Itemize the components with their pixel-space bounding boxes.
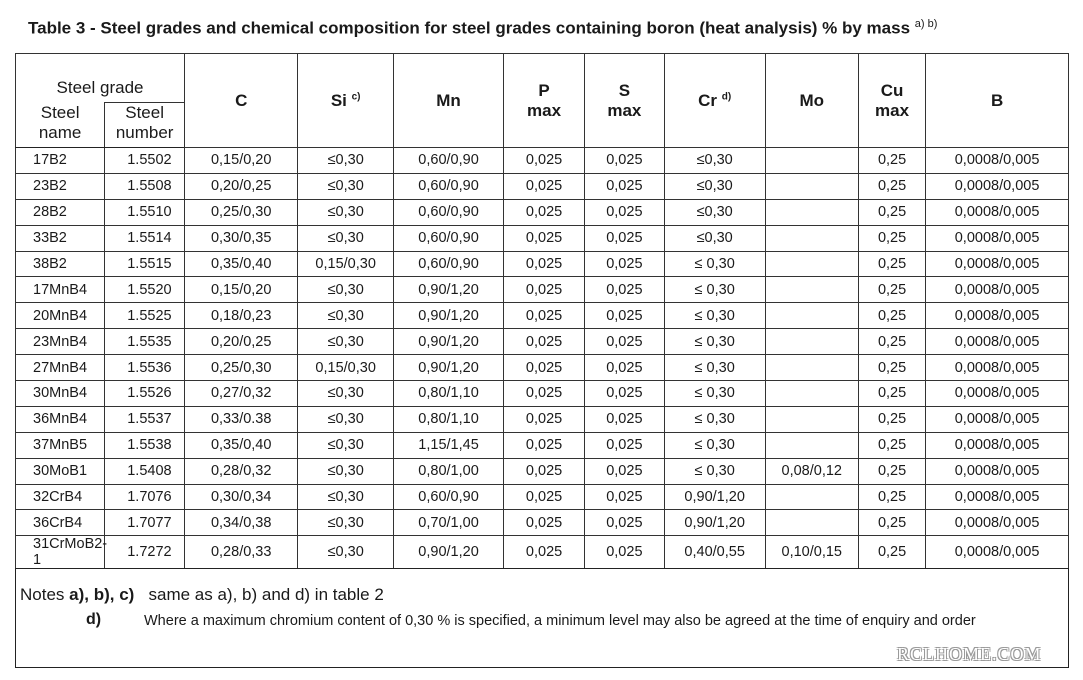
cell-cr: ≤0,30: [664, 199, 765, 225]
cell-si: ≤0,30: [298, 381, 394, 407]
cell-cu: 0,25: [858, 277, 925, 303]
table-row: [16, 199, 1069, 225]
cell-b: 0,0008/0,005: [926, 355, 1069, 381]
header-si: Si $^{c)}$: [298, 54, 394, 148]
cell-mo: 0,10/0,15: [765, 536, 858, 569]
cell-si: ≤0,30: [298, 510, 394, 536]
cell-cr: 0,40/0,55: [664, 536, 765, 569]
cell-steel-number: 1.7077: [105, 510, 185, 536]
cell-steel-number: 1.5408: [105, 458, 185, 484]
cell-c: 0,20/0,25: [185, 173, 298, 199]
cell-si: ≤0,30: [298, 173, 394, 199]
cell-p: 0,025: [504, 225, 585, 251]
cell-cr: 0,90/1,20: [664, 484, 765, 510]
cell-c: 0,18/0,23: [185, 303, 298, 329]
header-steel-grade: Steel grade: [16, 54, 185, 103]
note-d-text: Where a maximum chromium content of 0,30 % is specified, a minimum level may also be agreed at the time of enquiry and order: [144, 613, 976, 629]
cell-cu: 0,25: [858, 484, 925, 510]
header-steel-name: Steel name: [16, 103, 105, 148]
cell-steel-name: 17B2: [16, 148, 105, 174]
table-title: [28, 18, 1078, 39]
cell-mn: 0,70/1,00: [393, 510, 503, 536]
header-p: P max: [504, 54, 585, 148]
header-cu: Cu max: [858, 54, 925, 148]
cell-mo: [765, 329, 858, 355]
cell-s: 0,025: [584, 406, 664, 432]
cell-si: ≤0,30: [298, 225, 394, 251]
cell-mo: [765, 199, 858, 225]
cell-cu: 0,25: [858, 510, 925, 536]
table-row: [16, 303, 1069, 329]
cell-b: 0,0008/0,005: [926, 199, 1069, 225]
cell-s: 0,025: [584, 536, 664, 569]
cell-c: 0,35/0,40: [185, 251, 298, 277]
table-row: [16, 406, 1069, 432]
header-cr: Cr $^{d)}$: [664, 54, 765, 148]
cell-steel-number: 1.5526: [105, 381, 185, 407]
cell-cr: ≤ 0,30: [664, 432, 765, 458]
table-row: [16, 536, 1069, 569]
cell-steel-name: 28B2: [16, 199, 105, 225]
cell-b: 0,0008/0,005: [926, 484, 1069, 510]
cell-c: 0,20/0,25: [185, 329, 298, 355]
table-row: [16, 225, 1069, 251]
cell-mn: 0,90/1,20: [393, 277, 503, 303]
cell-steel-name: 33B2: [16, 225, 105, 251]
cell-steel-name: 37MnB5: [16, 432, 105, 458]
cell-c: 0,15/0,20: [185, 148, 298, 174]
cell-mn: 0,90/1,20: [393, 355, 503, 381]
cell-steel-number: 1.5515: [105, 251, 185, 277]
cell-steel-name: 27MnB4: [16, 355, 105, 381]
cell-c: 0,34/0,38: [185, 510, 298, 536]
cell-cr: ≤ 0,30: [664, 251, 765, 277]
cell-si: ≤0,30: [298, 484, 394, 510]
cell-steel-name: 36MnB4: [16, 406, 105, 432]
cell-mn: 0,80/1,10: [393, 381, 503, 407]
cell-cr: ≤ 0,30: [664, 329, 765, 355]
cell-si: ≤0,30: [298, 536, 394, 569]
cell-s: 0,025: [584, 199, 664, 225]
cell-steel-number: 1.7076: [105, 484, 185, 510]
cell-s: 0,025: [584, 329, 664, 355]
cell-p: 0,025: [504, 484, 585, 510]
notes-abc-labels: a), b), c): [69, 585, 135, 604]
cell-steel-name: 31CrMoB2-1: [16, 536, 105, 569]
table-row: [16, 277, 1069, 303]
cell-mo: [765, 484, 858, 510]
notes-section: [20, 585, 1070, 631]
composition-table: [15, 53, 1069, 569]
cell-cr: ≤0,30: [664, 148, 765, 174]
cell-si: 0,15/0,30: [298, 355, 394, 381]
cell-s: 0,025: [584, 251, 664, 277]
cell-c: 0,27/0,32: [185, 381, 298, 407]
cell-mo: [765, 277, 858, 303]
cell-mo: [765, 251, 858, 277]
cell-steel-name: 17MnB4: [16, 277, 105, 303]
cell-b: 0,0008/0,005: [926, 510, 1069, 536]
cell-s: 0,025: [584, 432, 664, 458]
notes-abc-text: same as a), b) and d) in table 2: [148, 585, 384, 604]
cell-cr: ≤ 0,30: [664, 277, 765, 303]
note-d-label: d): [86, 611, 102, 628]
cell-cr: ≤ 0,30: [664, 458, 765, 484]
header-mn: Mn: [393, 54, 503, 148]
cell-steel-number: 1.5520: [105, 277, 185, 303]
cell-si: ≤0,30: [298, 329, 394, 355]
cell-steel-name: 30MnB4: [16, 381, 105, 407]
cell-p: 0,025: [504, 303, 585, 329]
cell-p: 0,025: [504, 432, 585, 458]
cell-mn: 0,60/0,90: [393, 225, 503, 251]
cell-mn: 0,90/1,20: [393, 303, 503, 329]
cell-steel-name: 20MnB4: [16, 303, 105, 329]
cell-si: ≤0,30: [298, 199, 394, 225]
notes-prefix: Notes: [20, 585, 65, 604]
cell-s: 0,025: [584, 381, 664, 407]
cell-c: 0,15/0,20: [185, 277, 298, 303]
cell-mn: 0,80/1,10: [393, 406, 503, 432]
cell-cr: ≤ 0,30: [664, 381, 765, 407]
cell-steel-number: 1.5536: [105, 355, 185, 381]
cell-si: 0,15/0,30: [298, 251, 394, 277]
cell-steel-number: 1.5537: [105, 406, 185, 432]
table-row: [16, 510, 1069, 536]
cell-mo: [765, 225, 858, 251]
cell-si: ≤0,30: [298, 458, 394, 484]
cell-cu: 0,25: [858, 199, 925, 225]
cell-cu: 0,25: [858, 458, 925, 484]
table-row: [16, 173, 1069, 199]
cell-b: 0,0008/0,005: [926, 303, 1069, 329]
cell-c: 0,35/0,40: [185, 432, 298, 458]
cell-b: 0,0008/0,005: [926, 381, 1069, 407]
cell-si: ≤0,30: [298, 303, 394, 329]
cell-b: 0,0008/0,005: [926, 406, 1069, 432]
cell-si: ≤0,30: [298, 277, 394, 303]
cell-s: 0,025: [584, 510, 664, 536]
table-body: [16, 148, 1069, 569]
header-c: C: [185, 54, 298, 148]
table-row: [16, 432, 1069, 458]
table-row: [16, 148, 1069, 174]
cell-p: 0,025: [504, 329, 585, 355]
cell-cr: ≤0,30: [664, 225, 765, 251]
cell-s: 0,025: [584, 355, 664, 381]
cell-mn: 0,90/1,20: [393, 329, 503, 355]
cell-cu: 0,25: [858, 225, 925, 251]
table-row: [16, 251, 1069, 277]
cell-s: 0,025: [584, 303, 664, 329]
cell-steel-name: 32CrB4: [16, 484, 105, 510]
cell-steel-number: 1.5538: [105, 432, 185, 458]
cell-b: 0,0008/0,005: [926, 173, 1069, 199]
header-mo: Mo: [765, 54, 858, 148]
cell-cu: 0,25: [858, 148, 925, 174]
cell-mn: 0,60/0,90: [393, 148, 503, 174]
header-b: B: [926, 54, 1069, 148]
cell-p: 0,025: [504, 355, 585, 381]
cell-p: 0,025: [504, 173, 585, 199]
cell-steel-number: 1.5514: [105, 225, 185, 251]
cell-mo: [765, 381, 858, 407]
cell-s: 0,025: [584, 225, 664, 251]
cell-c: 0,28/0,32: [185, 458, 298, 484]
cell-cu: 0,25: [858, 432, 925, 458]
cell-mo: [765, 432, 858, 458]
cell-c: 0,33/0.38: [185, 406, 298, 432]
cell-mn: 0,80/1,00: [393, 458, 503, 484]
cell-b: 0,0008/0,005: [926, 225, 1069, 251]
cell-c: 0,30/0,35: [185, 225, 298, 251]
cell-si: ≤0,30: [298, 148, 394, 174]
cell-p: 0,025: [504, 148, 585, 174]
cell-steel-number: 1.5502: [105, 148, 185, 174]
table-row: [16, 484, 1069, 510]
cell-b: 0,0008/0,005: [926, 277, 1069, 303]
cell-cu: 0,25: [858, 406, 925, 432]
cell-steel-name: 38B2: [16, 251, 105, 277]
cell-b: 0,0008/0,005: [926, 432, 1069, 458]
cell-c: 0,28/0,33: [185, 536, 298, 569]
cell-s: 0,025: [584, 277, 664, 303]
cell-steel-number: 1.5510: [105, 199, 185, 225]
cell-cu: 0,25: [858, 303, 925, 329]
cell-s: 0,025: [584, 458, 664, 484]
cell-mn: 0,60/0,90: [393, 251, 503, 277]
cell-steel-name: 23B2: [16, 173, 105, 199]
cell-steel-number: 1.5535: [105, 329, 185, 355]
cell-cu: 0,25: [858, 251, 925, 277]
cell-b: 0,0008/0,005: [926, 329, 1069, 355]
cell-mn: 0,60/0,90: [393, 199, 503, 225]
table-row: [16, 329, 1069, 355]
cell-p: 0,025: [504, 199, 585, 225]
cell-s: 0,025: [584, 148, 664, 174]
cell-p: 0,025: [504, 406, 585, 432]
table-row: [16, 355, 1069, 381]
table-row: [16, 458, 1069, 484]
cell-mo: [765, 303, 858, 329]
cell-s: 0,025: [584, 484, 664, 510]
cell-mo: [765, 148, 858, 174]
cell-mn: 1,15/1,45: [393, 432, 503, 458]
cell-mo: [765, 173, 858, 199]
cell-cr: 0,90/1,20: [664, 510, 765, 536]
cell-mo: [765, 510, 858, 536]
cell-p: 0,025: [504, 381, 585, 407]
cell-p: 0,025: [504, 251, 585, 277]
cell-p: 0,025: [504, 277, 585, 303]
cell-cu: 0,25: [858, 173, 925, 199]
cell-si: ≤0,30: [298, 432, 394, 458]
table-title-text: Table 3 - Steel grades and chemical composition for steel grades containing boron (heat analysis) % by mass: [28, 18, 911, 38]
cell-cu: 0,25: [858, 329, 925, 355]
cell-s: 0,025: [584, 173, 664, 199]
table-title-footnote-refs: a) b): [914, 18, 938, 30]
cell-cr: ≤ 0,30: [664, 303, 765, 329]
cell-cr: ≤0,30: [664, 173, 765, 199]
cell-steel-name: 36CrB4: [16, 510, 105, 536]
cell-steel-name: 30MoB1: [16, 458, 105, 484]
cell-steel-number: 1.7272: [105, 536, 185, 569]
cell-mn: 0,60/0,90: [393, 173, 503, 199]
cell-mn: 0,60/0,90: [393, 484, 503, 510]
watermark: RCLHOME.COM: [897, 644, 1042, 664]
cell-mn: 0,90/1,20: [393, 536, 503, 569]
cell-b: 0,0008/0,005: [926, 251, 1069, 277]
cell-cr: ≤ 0,30: [664, 355, 765, 381]
cell-cu: 0,25: [858, 355, 925, 381]
header-steel-number: Steel number: [105, 103, 185, 148]
cell-cu: 0,25: [858, 536, 925, 569]
cell-mo: 0,08/0,12: [765, 458, 858, 484]
cell-b: 0,0008/0,005: [926, 536, 1069, 569]
cell-steel-name: 23MnB4: [16, 329, 105, 355]
cell-c: 0,25/0,30: [185, 355, 298, 381]
cell-mo: [765, 355, 858, 381]
cell-b: 0,0008/0,005: [926, 148, 1069, 174]
cell-b: 0,0008/0,005: [926, 458, 1069, 484]
cell-cr: ≤ 0,30: [664, 406, 765, 432]
cell-mo: [765, 406, 858, 432]
header-s: S max: [584, 54, 664, 148]
cell-steel-number: 1.5525: [105, 303, 185, 329]
cell-p: 0,025: [504, 536, 585, 569]
cell-c: 0,30/0,34: [185, 484, 298, 510]
cell-cu: 0,25: [858, 381, 925, 407]
cell-p: 0,025: [504, 510, 585, 536]
cell-si: ≤0,30: [298, 406, 394, 432]
cell-steel-number: 1.5508: [105, 173, 185, 199]
cell-p: 0,025: [504, 458, 585, 484]
cell-c: 0,25/0,30: [185, 199, 298, 225]
table-row: [16, 381, 1069, 407]
